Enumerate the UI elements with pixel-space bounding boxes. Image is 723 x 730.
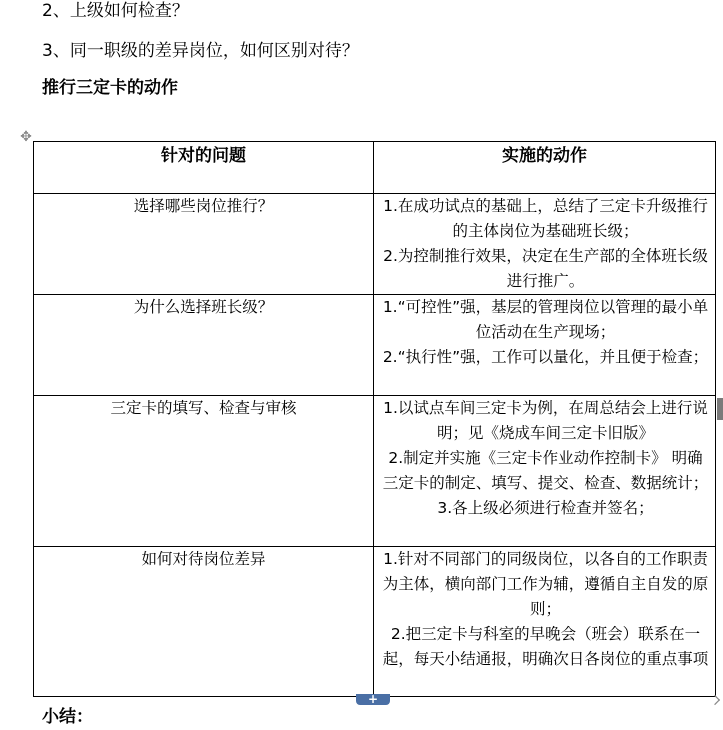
- table-move-handle-icon[interactable]: ✥: [20, 129, 32, 145]
- section-heading: 推行三定卡的动作: [42, 78, 178, 98]
- add-row-plus-icon[interactable]: +: [356, 694, 390, 705]
- column-resize-handle[interactable]: [717, 398, 723, 420]
- action-cell: [374, 194, 716, 295]
- table-row: [34, 547, 716, 697]
- header-question: 针对的问题: [34, 142, 374, 194]
- table-row: [34, 295, 716, 396]
- action-cell: [374, 295, 716, 396]
- table-row: [34, 396, 716, 547]
- table-row: [34, 194, 716, 295]
- intro-line-2: 2、上级如何检查？: [42, 1, 189, 21]
- action-cell: [374, 396, 716, 547]
- intro-line-3: 3、同一职级的差异岗位，如何区别对待？: [42, 41, 359, 61]
- summary-label: 小结：: [42, 707, 93, 727]
- action-item: 2.“执行性”强，工作可以量化，并且便于检查；: [382, 348, 709, 366]
- action-item: 1.“可控性”强，基层的管理岗位以管理的最小单位活动在生产现场；: [382, 298, 709, 341]
- action-item: 2.为控制推行效果，决定在生产部的全体班长级进行推广。: [383, 247, 708, 290]
- action-item: 1.以试点车间三定卡为例，在周总结会上进行说明；见《烧成车间三定卡旧版》: [383, 399, 708, 442]
- question-cell: 三定卡的填写、检查与审核: [34, 396, 374, 547]
- action-item: 2.制定并实施《三定卡作业动作控制卡》 明确三定卡的制定、填写、提交、检查、数据统计；: [382, 449, 709, 492]
- action-item: 3.各上级必须进行检查并签名；: [437, 499, 654, 517]
- action-item: 2.把三定卡与科室的早晚会（班会）联系在一起，每天小结通报，明确次日各岗位的重点事项: [382, 625, 709, 668]
- question-cell: 如何对待岗位差异: [34, 547, 374, 697]
- action-cell: [374, 547, 716, 697]
- action-table: [33, 141, 716, 697]
- action-item: 1.在成功试点的基础上，总结了三定卡升级推行的主体岗位为基础班长级；: [383, 197, 708, 240]
- header-action: 实施的动作: [374, 142, 716, 194]
- question-cell: 选择哪些岗位推行？: [34, 194, 374, 295]
- question-cell: 为什么选择班长级？: [34, 295, 374, 396]
- action-item: 1.针对不同部门的同级岗位，以各自的工作职责为主体，横向部门工作为辅，遵循自主自发的原则；: [382, 550, 709, 618]
- table-header-row: [34, 142, 716, 194]
